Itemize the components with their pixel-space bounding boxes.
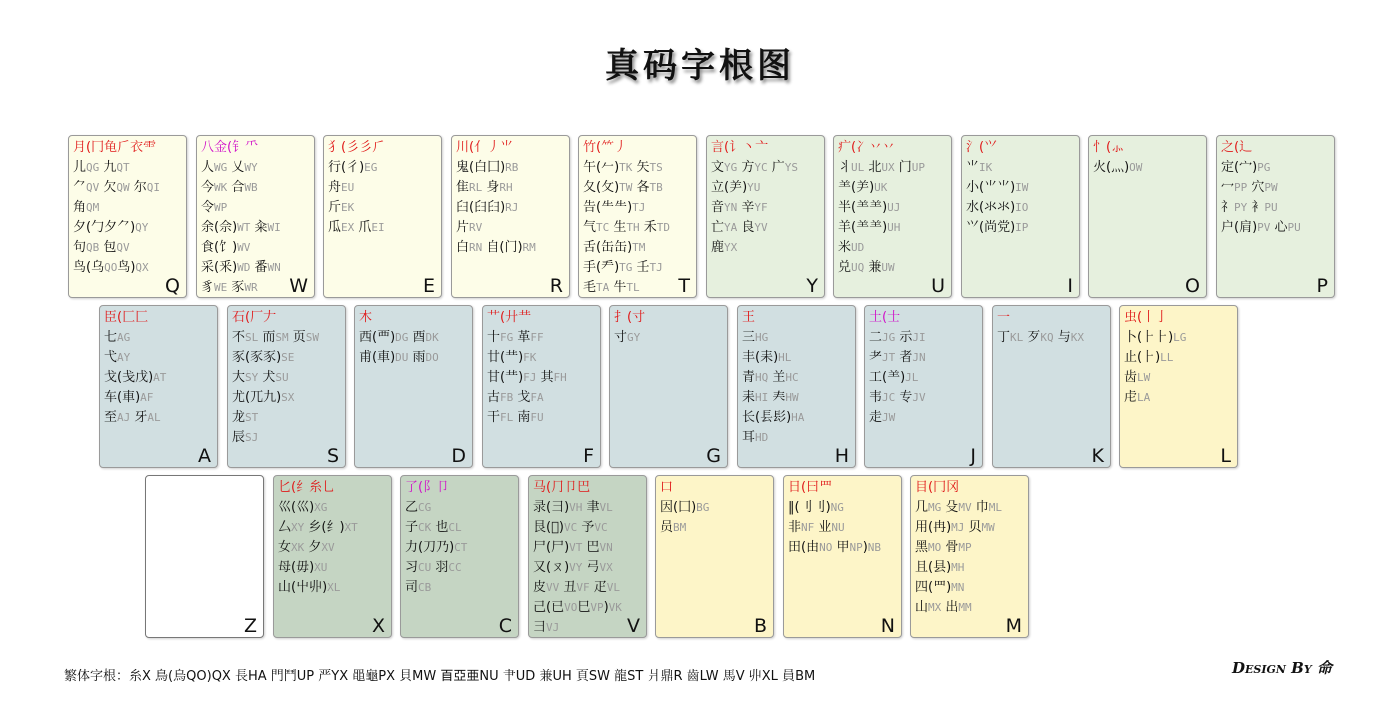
key-root-list <box>328 158 438 238</box>
key-u[interactable] <box>833 135 952 298</box>
key-w[interactable] <box>196 135 315 298</box>
root-entry: 舌(缶缶)TM <box>583 240 646 255</box>
root-entry: 女XK 夕XV <box>278 540 335 555</box>
root-entry: 文YG 方YC 广YS <box>711 160 799 175</box>
root-entry: 羊(⺷⺷)UH <box>838 220 901 235</box>
root-entry: 豸WE 豕WR <box>201 280 258 295</box>
root-entry: 二JG 示JI <box>869 330 926 345</box>
key-root-list <box>405 498 515 598</box>
root-entry: 亡YA 良YV <box>711 220 768 235</box>
key-b[interactable] <box>655 475 774 638</box>
root-entry: 习CU 羽CC <box>405 560 462 575</box>
root-entry: 司CB <box>405 580 432 595</box>
traditional-roots-note: 繁体字根：糸X 鳥(烏QO)QX 長HA 門鬥UP 严YX 黽龜PX 貝MW 𦣻亞亜NU 肀UD 兼UH 頁SW 龍ST 爿鼎R 齒LW 馬V 丱XL 員BM <box>64 669 816 684</box>
key-letter: R <box>549 275 563 297</box>
key-main-root: 马(⺆卩巴 <box>533 480 591 495</box>
key-letter: M <box>1005 615 1022 637</box>
root-entry: ⺈QV 欠QW 尔QI <box>73 180 161 195</box>
root-entry: 食(饣)WV <box>201 240 251 255</box>
key-main-root: 王 <box>742 310 756 325</box>
key-c[interactable] <box>400 475 519 638</box>
key-p[interactable] <box>1216 135 1335 298</box>
key-letter: A <box>198 445 211 467</box>
key-root-list <box>966 158 1076 238</box>
key-q[interactable] <box>68 135 187 298</box>
root-entry: ⺌IK <box>966 160 993 175</box>
key-letter: W <box>289 275 308 297</box>
key-root-list <box>104 328 214 428</box>
key-letter: N <box>880 615 895 637</box>
key-g[interactable] <box>609 305 728 468</box>
key-letter: V <box>627 615 640 637</box>
key-root-list <box>232 328 342 448</box>
root-entry: 不SL 而SM 页SW <box>232 330 320 345</box>
key-letter: Q <box>165 275 180 297</box>
key-main-root: 忄(⺗ <box>1093 140 1125 155</box>
root-entry: 斤EK <box>328 200 355 215</box>
key-letter: H <box>834 445 849 467</box>
root-entry: 黑MO 骨MP <box>915 540 972 555</box>
root-entry: 兑UQ 兼UW <box>838 260 895 275</box>
key-letter: T <box>678 275 690 297</box>
root-entry: 卜(⺊⺊)LG <box>1124 330 1187 345</box>
root-entry: 儿QG 九QT <box>73 160 130 175</box>
key-n[interactable] <box>783 475 902 638</box>
root-entry: 非NF 业NU <box>788 520 845 535</box>
design-credit: Design By 命 <box>1232 659 1332 677</box>
root-entry: 十FG 革FF <box>487 330 544 345</box>
key-t[interactable] <box>578 135 697 298</box>
key-l[interactable] <box>1119 305 1238 468</box>
key-letter: X <box>371 615 385 637</box>
root-entry: 力(刀乃)CT <box>405 540 468 555</box>
key-main-root: 了(阝卩 <box>405 480 450 495</box>
key-letter: Y <box>806 275 818 297</box>
root-entry: 米UD <box>838 240 865 255</box>
root-entry: 气TC 生TH 禾TD <box>583 220 671 235</box>
root-entry: 行(彳)EG <box>328 160 378 175</box>
key-root-list <box>997 328 1107 348</box>
key-main-root: 日(曰⺫ <box>788 480 833 495</box>
key-root-list <box>278 498 388 598</box>
root-entry: 半(⺷⺷)UJ <box>838 200 901 215</box>
root-entry: 戈(戋戊)AT <box>104 370 167 385</box>
key-root-list <box>487 328 597 428</box>
key-main-root: 犭(彡彡⺁ <box>328 140 386 155</box>
key-e[interactable] <box>323 135 442 298</box>
key-letter: B <box>753 615 767 637</box>
root-entry: 句QB 包QV <box>73 240 130 255</box>
key-root-list <box>1124 328 1234 408</box>
root-entry: 片RV <box>456 220 483 235</box>
key-s[interactable] <box>227 305 346 468</box>
root-entry: 火(灬)OW <box>1093 160 1143 175</box>
key-letter: F <box>583 445 594 467</box>
root-entry: 虍LA <box>1124 390 1151 405</box>
root-entry: 因(囗)BG <box>660 500 710 515</box>
key-root-list <box>742 328 852 448</box>
key-main-root: 石(厂𠂇 <box>232 310 277 325</box>
root-entry: 走JW <box>869 410 896 425</box>
key-z[interactable] <box>145 475 264 638</box>
key-h[interactable] <box>737 305 856 468</box>
root-entry: 艮(𫝀)VC 予VC <box>533 520 608 535</box>
key-root-list <box>1093 158 1203 178</box>
key-main-root: 川(亻丿⺌ <box>456 140 514 155</box>
key-root-list <box>456 158 566 258</box>
key-main-root: 疒(冫丷丷 <box>838 140 896 155</box>
root-entry: 午(𠂉)TK 矢TS <box>583 160 663 175</box>
root-entry: 人WG 乂WY <box>201 160 258 175</box>
key-k[interactable] <box>992 305 1111 468</box>
root-entry: 余(佘)WT 籴WI <box>201 220 281 235</box>
root-entry: ‖(刂刂)NG <box>788 500 844 515</box>
key-d[interactable] <box>354 305 473 468</box>
root-entry: 毛TA 牛TL <box>583 280 640 295</box>
key-main-root: 匕(纟糸乚 <box>278 480 336 495</box>
key-letter: C <box>498 615 512 637</box>
root-entry: 户(肩)PV 心PU <box>1221 220 1301 235</box>
root-entry: 几MG 殳MV 巾ML <box>915 500 1003 515</box>
root-entry: 告(⺧⺧)TJ <box>583 200 646 215</box>
root-entry: 耳HD <box>742 430 769 445</box>
root-entry: ⺍(尚党)IP <box>966 220 1029 235</box>
key-letter: J <box>970 445 976 467</box>
root-entry: 隹RL 身RH <box>456 180 513 195</box>
root-entry: 礻PY 衤PU <box>1221 200 1278 215</box>
root-entry: 巛(巛)XG <box>278 500 328 515</box>
root-entry: 录(彐)VH 聿VL <box>533 500 613 515</box>
key-main-root: 目(冂冈 <box>915 480 960 495</box>
key-i[interactable] <box>961 135 1080 298</box>
root-entry: 己(已VO巳VP)VK <box>533 600 622 615</box>
root-entry: 夂(攵)TW 各TB <box>583 180 663 195</box>
root-entry: 古FB 戈FA <box>487 390 544 405</box>
root-entry: 三HG <box>742 330 769 345</box>
key-root-list <box>660 498 770 538</box>
root-entry: 干FL 南FU <box>487 410 544 425</box>
root-entry: 白RN 自(门)RM <box>456 240 536 255</box>
key-letter: L <box>1220 445 1231 467</box>
key-m[interactable] <box>910 475 1029 638</box>
root-entry: 山MX 出MM <box>915 600 972 615</box>
root-entry: 采(釆)WD 番WN <box>201 260 281 275</box>
key-main-root: 氵(⺍ <box>966 140 998 155</box>
root-entry: 车(車)AF <box>104 390 154 405</box>
root-entry: 水(氺氺)IO <box>966 200 1029 215</box>
root-entry: 员BM <box>660 520 687 535</box>
root-entry: 韦JC 专JV <box>869 390 926 405</box>
root-entry: 子CK 也CL <box>405 520 462 535</box>
root-entry: 工(⺷)JL <box>869 370 919 385</box>
root-entry: 耒HI 𡗗HW <box>742 390 799 405</box>
root-entry: 辰SJ <box>232 430 259 445</box>
key-root-list <box>359 328 469 368</box>
key-letter: E <box>422 275 435 297</box>
root-entry: 音YN 辛YF <box>711 200 768 215</box>
root-entry: 立(⺶)YU <box>711 180 761 195</box>
key-letter: S <box>326 445 339 467</box>
key-main-root: 口 <box>660 480 674 495</box>
key-main-root: 八金(钅⺥ <box>201 140 259 155</box>
key-f[interactable] <box>482 305 601 468</box>
root-entry: 舟EU <box>328 180 355 195</box>
root-entry: 手(龵)TG 壬TJ <box>583 260 663 275</box>
key-main-root: 臣(匚匚 <box>104 310 149 325</box>
root-entry: 且(县)MH <box>915 560 965 575</box>
root-entry: 弋AY <box>104 350 131 365</box>
root-entry: 长(镸髟)HA <box>742 410 805 425</box>
root-entry: 定(宀)PG <box>1221 160 1271 175</box>
key-j[interactable] <box>864 305 983 468</box>
key-main-root: 之(辶 <box>1221 140 1253 155</box>
root-entry: 令WP <box>201 200 228 215</box>
key-root-list <box>1221 158 1331 238</box>
key-letter: O <box>1185 275 1200 297</box>
key-letter: I <box>1067 275 1073 297</box>
root-entry: 瓜EX 爪EI <box>328 220 385 235</box>
key-root-list <box>915 498 1025 618</box>
root-entry: 又(ㄡ)VY 弓VX <box>533 560 613 575</box>
root-entry: 甘(龷)FJ 其FH <box>487 370 567 385</box>
root-entry: 用(冉)MJ 贝MW <box>915 520 995 535</box>
root-entry: 鹿YX <box>711 240 738 255</box>
root-entry: 四(罒)MN <box>915 580 965 595</box>
root-entry: 母(毋)XU <box>278 560 328 575</box>
key-letter: U <box>931 275 945 297</box>
key-main-root: 艹(廾龷 <box>487 310 532 325</box>
root-entry: 丬UL 北UX 门UP <box>838 160 926 175</box>
root-entry: 夕(勹夕⺈)QY <box>73 220 149 235</box>
key-o[interactable] <box>1088 135 1207 298</box>
root-entry: 西(覀)DG 酉DK <box>359 330 439 345</box>
key-y[interactable] <box>706 135 825 298</box>
root-entry: 尤(兀九)SX <box>232 390 295 405</box>
root-entry: 冖PP 穴PW <box>1221 180 1278 195</box>
key-main-root: 一 <box>997 310 1011 325</box>
page-title: 真码字根图 <box>605 46 795 86</box>
root-entry: 田(由NO 甲NP)NB <box>788 540 882 555</box>
root-entry: 大SY 犬SU <box>232 370 289 385</box>
key-letter: Z <box>243 615 257 637</box>
key-main-root: 竹(⺮丿 <box>583 140 628 155</box>
root-entry: 山(屮丱)XL <box>278 580 341 595</box>
key-main-root: 月(冂龟𠂆⾐⻗ <box>73 140 157 155</box>
key-letter: D <box>451 445 466 467</box>
key-root-list <box>788 498 898 558</box>
root-entry: 小(⺌⺌)IW <box>966 180 1029 195</box>
root-entry: ⺷(⺶)UK <box>838 180 888 195</box>
root-entry: 龙ST <box>232 410 259 425</box>
root-entry: 止(⺊)LL <box>1124 350 1174 365</box>
key-main-root: 言(讠丶亠 <box>711 140 769 155</box>
key-letter: G <box>706 445 721 467</box>
root-entry: 鸟(乌QO鸟)QX <box>73 260 149 275</box>
key-letter: K <box>1091 445 1104 467</box>
root-entry: 甫(車)DU 雨DO <box>359 350 439 365</box>
key-letter: P <box>1316 275 1328 297</box>
key-root-list <box>869 328 979 428</box>
root-entry: 寸GY <box>614 330 641 345</box>
root-entry: 丁KL 歹KQ 与KX <box>997 330 1085 345</box>
root-entry: 角QM <box>73 200 100 215</box>
key-main-root: 木 <box>359 310 373 325</box>
root-entry: 齿LW <box>1124 370 1151 385</box>
root-entry: 今WK 合WB <box>201 180 258 195</box>
key-x[interactable] <box>273 475 392 638</box>
key-a[interactable] <box>99 305 218 468</box>
root-entry: 廿(龷)FK <box>487 350 537 365</box>
root-entry: 臼(𦥑𦥑)RJ <box>456 200 519 215</box>
root-entry: ⺕VJ <box>533 620 560 635</box>
key-main-root: 土(士 <box>869 310 901 325</box>
key-root-list <box>838 158 948 278</box>
key-root-list <box>583 158 693 298</box>
root-entry: 豕(豕豕)SE <box>232 350 295 365</box>
root-entry: 鬼(白囗)RB <box>456 160 519 175</box>
root-entry: 耂JT 者JN <box>869 350 926 365</box>
key-main-root: 虫(丨亅 <box>1124 310 1169 325</box>
root-entry: 乙CG <box>405 500 432 515</box>
root-entry: 至AJ 牙AL <box>104 410 161 425</box>
root-entry: 皮VV 丑VF 疋VL <box>533 580 621 595</box>
root-entry: 尸(尸)VT 巴VN <box>533 540 613 555</box>
root-entry: 厶XY 乡(纟)XT <box>278 520 358 535</box>
key-root-list <box>73 158 183 278</box>
root-entry: 青HQ 𦍌HC <box>742 370 799 385</box>
key-main-root: 扌(寸 <box>614 310 646 325</box>
key-root-list <box>711 158 821 258</box>
key-r[interactable] <box>451 135 570 298</box>
key-root-list <box>614 328 724 348</box>
key-v[interactable] <box>528 475 647 638</box>
root-entry: 丰(耒)HL <box>742 350 792 365</box>
root-entry: 七AG <box>104 330 131 345</box>
